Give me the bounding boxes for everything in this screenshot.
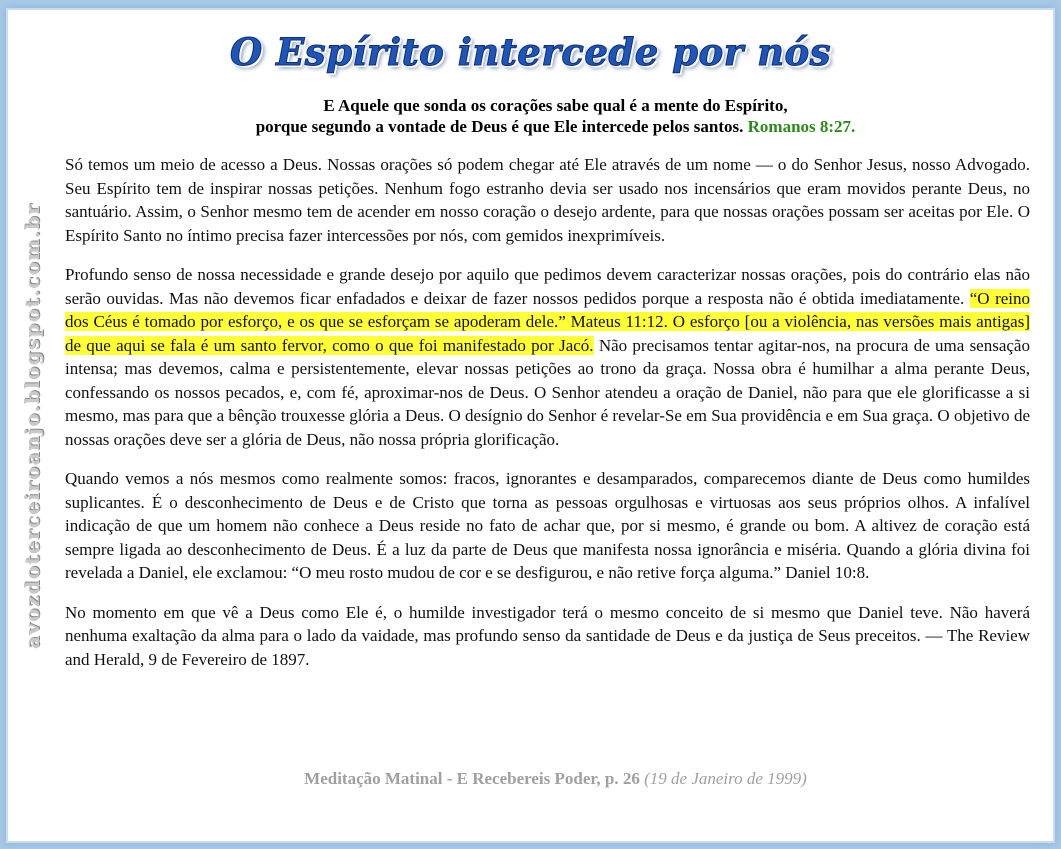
source-citation [58,769,1053,789]
article-body [65,153,1030,687]
page-title: O Espírito intercede por nós [229,30,832,74]
paragraph-2-rest: Não precisamos tentar agitar-nos, na procura de uma sensação intensa; mas devemos, calma e persistentemente, elevar nossas petições ao trono da graça. Nossa obra é humilhar a alma perante Deus, confessando os nossos pecados, e, com fé, aproximar-nos de Deus. O Senhor atendeu a oração de Daniel, não para que ele glorificasse a si mesmo, mas para que a bênção trouxesse glória a Deus. O desígnio do Senhor é revelar-Se em Sua providência e em Sua graça. O objetivo de nossas orações deve ser a glória de Deus, não nossa própria glorificação. [65,335,1030,449]
blog-url-watermark: avozdoterceiroanjo.blogspot.com.br [20,202,45,649]
paragraph-3: Quando vemos a nós mesmos como realmente somos: fracos, ignorantes e desamparados, comparecemos diante de Deus como humildes suplicantes. É o desconhecimento de Deus e de Cristo que torna as pessoas orgulhosas e virtuosas aos seus próprios olhos. A infalível indicação de que um homem não conhece a Deus reside no fato de achar que, por si mesmo, é grande ou bom. A altivez de coração está sempre ligada ao desconhecimento de Deus. É a luz da parte de Deus que manifesta nossa ignorância e miséria. Quando a glória divina foi revelada a Daniel, ele exclamou: “O meu rosto mudou de cor e se desfigurou, e não retive força alguma.” Daniel 10:8. [65,469,1030,582]
page-frame [8,10,1053,841]
verse-line-2-text: porque segundo a vontade de Deus é que Ele intercede pelos santos. [255,117,744,136]
source-text: Meditação Matinal - E Recebereis Poder, p. 26 [304,769,640,788]
paragraph-1: Só temos um meio de acesso a Deus. Nossas orações só podem chegar até Ele através de um nome — o do Senhor Jesus, nosso Advogado. Seu Espírito tem de inspirar nossas petições. Nenhum fogo estranho devia ser usado nos incensários que eram movidos perante Deus, no santuário. Assim, o Senhor mesmo tem de acender em nosso coração o desejo ardente, para que nossas orações possam ser aceitas por Ele. O Espírito Santo no íntimo precisa fazer intercessões por nós, com gemidos inexprimíveis. [65,155,1030,245]
paragraph-2-intro: Profundo senso de nossa necessidade e grande desejo por aquilo que pedimos devem caracterizar nossas orações, pois do contrário elas não serão ouvidas. Mas não devemos ficar enfadados e deixar de fazer nossos pedidos porque a resposta não é obtida imediatamente. [65,265,1030,308]
verse-line-1: E Aquele que sonda os corações sabe qual é a mente do Espírito, [323,96,788,115]
side-watermark [8,10,56,841]
highlighted-quote: “O reino dos Céus é tomado por esforço, e os que se esforçam se apoderam dele.” Mateus 11:12. O esforço [ou a violência, nas versões mais antigas] de que aqui se fala é um santo fervor, como o que foi manifestado por Jacó. [65,288,1030,355]
source-date: 19 de Janeiro de 1999 [649,769,802,788]
paragraph-4: No momento em que vê a Deus como Ele é, o humilde investigador terá o mesmo conceito de si mesmo que Daniel teve. Não haverá nenhuma exaltação da alma para o lado da vaidade, mas profundo senso da santidade de Deus e da justiça de Seus preceitos. — The Review and Herald, 9 de Fevereiro de 1897. [65,602,1030,669]
verse-block [58,95,1053,137]
verse-line-2 [58,116,1053,137]
verse-reference: Romanos 8:27. [747,117,856,136]
paragraph-2 [65,263,1030,451]
source-date-open: ( [644,769,650,788]
source-date-close: ) [801,769,807,788]
